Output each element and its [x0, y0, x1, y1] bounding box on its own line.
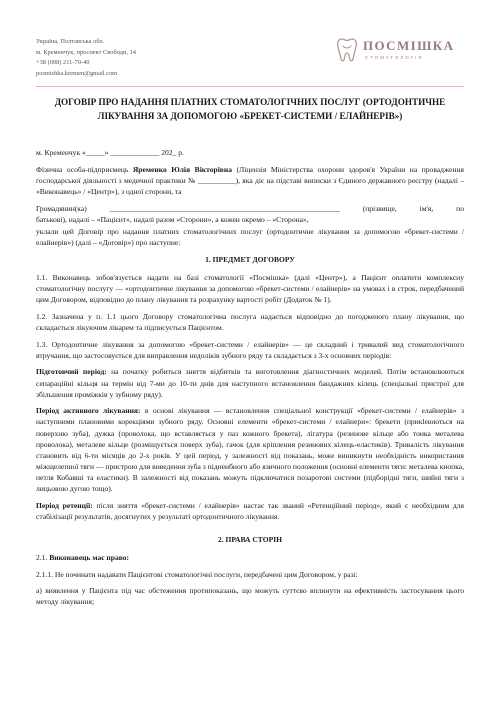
retention-label: Період ретенції: [36, 500, 93, 510]
patient-name-note: батькові), надалі – «Пацієнт», надалі разом «Сторони», а кожен окремо – «Сторона», [36, 214, 309, 224]
active-text: в основі лікування — встановлення спеціальної конструкції «брекет-системи / елайнерів» з наступними плановими корекціями зубного ряду. Основні елементи «брекет-системи / елайнери»: брекети (прикleюються на поверхню зуба), дужка (проволока, що вставляється у паз кожного брекета), лігатура (резинове кільце або тонка металева проволока), металеве кільце (розміщується поверх зуба), гачок (для кріплення резинових кілець-еластиків). Тривалість лікування становить від 6-ти місяців до 2-х років. У цей період, у залежності від показань, може виникнути необхідність використання міжщелепної тяги — пристрою для виведення зуба з підненбного або язичного положення (основні елементи тяги: металева кнопка, петля Кобаяші та еластики). В залежності від показань можуть підключатися позаротові системи (підборідні тяги, шийні тяги з лицьовою дугою тощо). [36, 406, 464, 493]
clause-2-1-number: 2.1. [36, 552, 50, 562]
retention-period [36, 500, 464, 522]
address-region: Україна, Полтавська обл. [36, 38, 105, 45]
place-date: м. Кременчук «_____» _____________ 202_ р. [36, 148, 184, 157]
preparatory-label: Підготовчий період: [36, 367, 107, 377]
header-divider [36, 86, 464, 87]
phone-number: +38 (098) 211-70-40 [36, 59, 90, 67]
section-heading-1: 1. ПРЕДМЕТ ДОГОВОРУ [205, 254, 295, 264]
clause-2-1 [36, 552, 464, 563]
letterhead [36, 34, 464, 84]
active-label: Період активного лікування: [36, 406, 141, 416]
address-street: м. Кременчук, проспект Свободи, 14 [36, 48, 136, 56]
brand-logo [336, 36, 464, 66]
document-body [36, 147, 464, 613]
brand-subtitle: СТОМАТОЛОГІЯ [365, 55, 424, 60]
preparatory-text: на початку робиться зняття відбитків та виготовлення діагностичних моделей. Потім встановлюються сепараційні кільця на термін від 7-ми до 10-ти днів для наступного встановлення бандажних кілець (спеціальні пристрої для збільшення проміжків у зубному ряду). [36, 367, 464, 399]
email-address: posmishka.kremen@gmail.com [36, 69, 118, 77]
intro-text: Фізична особа-підприємець [36, 164, 133, 174]
clause-1-3: 1.3. Ортодонтичне лікування за допомогою «брекет-системи / елайнерів» — це складний і тривалий вид стоматологічного втручання, що застосовується для виправлення недоліків зубного ряду та складається з 3-х основних періодів: [36, 339, 464, 360]
clause-2-1-1-a: а) виявлення у Пацієнта під час обстеження протипоказань, що можуть суттєво вплинути на ефективність застосування цього методу лікування; [36, 586, 464, 607]
section-heading-2: 2. ПРАВА СТОРІН [217, 534, 283, 544]
executor-name: Яременко Юлія Вікторівна [132, 164, 233, 174]
intro-text-cont: (Ліцензія Міністерства охорони здоров'я України на провадження господарської діяльності з медичної практики № __________), яка діє на підставі виписки з Єдиного державного реєстру (надалі – «Виконавець» / «Центр»), з одної сторони, та [36, 164, 464, 196]
brand-name: ПОСМІШКА [363, 38, 455, 53]
preparatory-period [36, 366, 464, 399]
patient-name-line: Громадянин(ка) _____________________________________________________________ (прізвище, ім'я, по [36, 203, 464, 213]
tooth-icon [336, 37, 358, 63]
clause-1-1: 1.1. Виконавець зобов'язується надати на базі стоматології «Посмішка» (далі «Центр»), а Пацієнт оплатити комплексну стоматологічну послугу — «ортодонтичне лікування за допомогою «брекет-системи / елайнерів» на умовах і в строк, передбачений цим Договором, відповідно до плану лікування та розрахунку вартості робіт (Додаток № 1). [36, 273, 464, 305]
document-title: ДОГОВІР ПРО НАДАННЯ ПЛАТНИХ СТОМАТОЛОГІЧНИХ ПОСЛУГ (ОРТОДОНТИЧНЕ ЛІКУВАННЯ ЗА ДОПОМОГОЮ «БРЕКЕТ-СИСТЕМИ / ЕЛАЙНЕРІВ») [54, 97, 446, 121]
active-period [36, 405, 464, 494]
intro-paragraph-2 [36, 203, 464, 225]
clause-2-1-title: Виконавець має право: [49, 552, 130, 562]
intro-paragraph-3: уклали цей Договір про надання платних стоматологічних послуг (ортодонтичне лікування за допомогою «брекет-системи / елайнерів») (далі – «Договір») про наступне: [36, 226, 464, 247]
intro-paragraph-1 [36, 164, 464, 197]
contact-block [36, 37, 136, 79]
retention-text: після зняття «брекет-системи / елайнерів» настає так званий «Ретенційний період», який є необхідним для стабілізації результатів, досягнутих у результаті ортодонтичного лікування. [36, 500, 464, 521]
clause-2-1-1: 2.1.1. Не починати надавати Пацієнтові стоматологічні послуги, передбачені цим Договором, у разі: [36, 569, 358, 579]
clause-1-2: 1.2. Зазначена у п. 1.1 цього Договору стоматологічна послуга надається відповідно до погодженого плану лікування, що складається лікуючим лікарем та підписується Пацієнтом. [36, 311, 464, 332]
